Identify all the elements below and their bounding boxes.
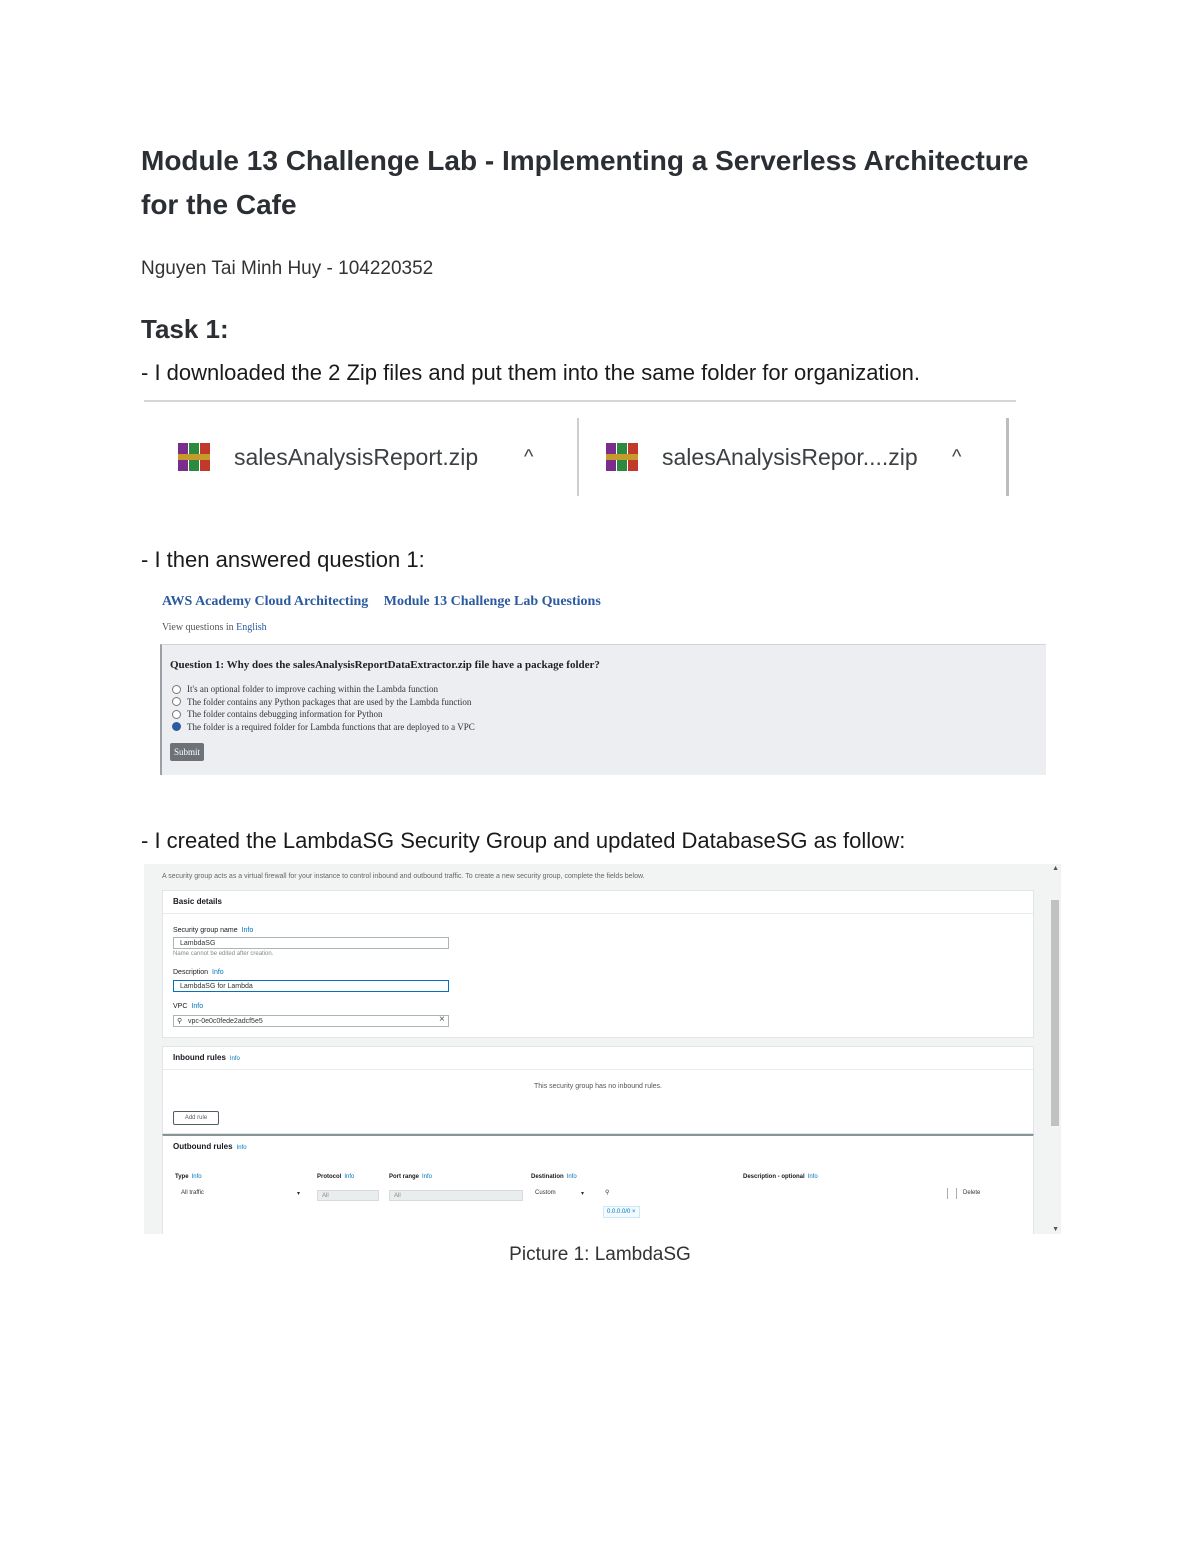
downloads-bar	[144, 400, 1016, 500]
description-input[interactable]: LambdaSG for Lambda	[173, 980, 449, 992]
field-label: Description Info	[173, 969, 224, 976]
divider	[577, 418, 579, 496]
breadcrumb	[162, 594, 601, 610]
chevron-down-icon[interactable]: ▾	[581, 1191, 585, 1197]
radio-button[interactable]	[172, 710, 181, 719]
security-group-name-input[interactable]: LambdaSG	[173, 937, 449, 949]
answer-option[interactable]	[172, 696, 475, 709]
search-icon: ⚲	[605, 1190, 610, 1196]
description-input[interactable]	[947, 1188, 957, 1199]
vpc-select[interactable]: ⚲ vpc-0e0c0fede2adcf5e5	[173, 1015, 449, 1027]
answer-label: The folder contains any Python packages that are used by the Lambda function	[187, 696, 472, 707]
outbound-rules-card	[162, 1134, 1034, 1234]
column-header-port-range: Port range Info	[389, 1174, 433, 1180]
divider	[1006, 418, 1009, 496]
radio-button-selected[interactable]	[172, 722, 181, 731]
inbound-rules-card	[162, 1046, 1034, 1134]
answer-label: It's an optional folder to improve caching within the Lambda function	[187, 684, 439, 694]
basic-details-card	[162, 890, 1034, 1038]
field-label: Security group name Info	[173, 927, 254, 934]
submit-button[interactable]: Submit	[170, 743, 204, 761]
chevron-down-icon[interactable]: ▾	[297, 1191, 301, 1197]
radio-button[interactable]	[172, 697, 181, 706]
column-header-protocol: Protocol Info	[317, 1174, 355, 1180]
search-icon: ⚲	[177, 1018, 183, 1025]
figure-caption: Picture 1: LambdaSG	[509, 1244, 691, 1265]
language-selector	[162, 622, 267, 633]
download-filename: salesAnalysisRepor....zip	[662, 443, 918, 470]
breadcrumb-course-link[interactable]: AWS Academy Cloud Architecting	[162, 594, 369, 609]
scrollbar-thumb[interactable]	[1051, 900, 1059, 1126]
language-link[interactable]: English	[236, 622, 267, 633]
protocol-field: All	[317, 1190, 379, 1201]
answer-options	[172, 683, 475, 733]
info-link[interactable]: Info	[191, 1003, 204, 1010]
step-answer-question: - I then answered question 1:	[141, 547, 425, 572]
card-heading: Outbound rules Info	[173, 1142, 247, 1151]
language-prefix: View questions in	[162, 622, 234, 633]
answer-option[interactable]	[172, 683, 475, 696]
info-link[interactable]: Info	[212, 969, 224, 976]
task-heading: Task 1:	[141, 314, 229, 344]
page-description: A security group acts as a virtual firewall for your instance to control inbound and outbound traffic. To create a new security group, complete the fields below.	[162, 873, 645, 880]
type-select[interactable]: All traffic	[181, 1190, 204, 1196]
cidr-chip[interactable]: 0.0.0.0/0 ×	[603, 1206, 640, 1218]
info-link[interactable]: Info	[241, 927, 254, 934]
scrollbar[interactable]	[1049, 864, 1061, 1234]
answer-label: The folder contains debugging information for Python	[187, 709, 383, 719]
answer-label: The folder is a required folder for Lambda functions that are deployed to a VPC	[187, 721, 475, 732]
port-range-field: All	[389, 1190, 523, 1201]
info-link[interactable]: Info	[236, 1145, 247, 1151]
card-heading: Inbound rules Info	[163, 1047, 1033, 1070]
answer-option[interactable]	[172, 721, 475, 734]
download-item[interactable]	[178, 418, 578, 496]
step-create-security-group: - I created the LambdaSG Security Group and updated DatabaseSG as follow:	[141, 828, 906, 853]
column-header-type: Type Info	[175, 1174, 202, 1180]
author-line: Nguyen Tai Minh Huy - 104220352	[141, 258, 434, 279]
answer-option[interactable]	[172, 708, 475, 721]
chevron-up-icon[interactable]: ^	[524, 445, 534, 468]
winrar-archive-icon	[178, 443, 210, 471]
document-title: Module 13 Challenge Lab - Implementing a Serverless Architecture for the Cafe	[141, 145, 1029, 220]
field-label: VPC Info	[173, 1003, 204, 1010]
delete-button[interactable]: Delete	[963, 1190, 981, 1196]
close-icon[interactable]: ×	[632, 1209, 636, 1215]
card-heading: Basic details	[163, 891, 1033, 914]
step-download-zips: - I downloaded the 2 Zip files and put them into the same folder for organization.	[141, 360, 921, 385]
destination-select[interactable]: Custom	[535, 1190, 556, 1196]
console-screenshot	[144, 864, 1061, 1234]
winrar-archive-icon	[606, 443, 638, 471]
add-rule-button[interactable]: Add rule	[173, 1111, 219, 1125]
column-header-destination: Destination Info	[531, 1174, 577, 1180]
radio-button[interactable]	[172, 685, 181, 694]
column-header-description: Description - optional Info	[743, 1174, 818, 1180]
question-text: Question 1: Why does the salesAnalysisReportDataExtractor.zip file have a package folder?	[170, 659, 600, 671]
chevron-up-icon[interactable]: ^	[952, 445, 962, 468]
quiz-screenshot	[160, 590, 1045, 780]
download-item[interactable]	[606, 418, 1006, 496]
field-hint: Name cannot be edited after creation.	[173, 951, 274, 957]
clear-icon[interactable]: ×	[439, 1014, 445, 1025]
empty-rules-message: This security group has no inbound rules.	[533, 1083, 663, 1090]
download-filename: salesAnalysisReport.zip	[234, 443, 479, 470]
breadcrumb-lab-link[interactable]: Module 13 Challenge Lab Questions	[383, 594, 601, 609]
scroll-up-icon[interactable]: ▲	[1052, 865, 1059, 872]
question-panel	[160, 644, 1046, 775]
info-link[interactable]: Info	[229, 1056, 240, 1062]
scroll-down-icon[interactable]: ▼	[1052, 1226, 1059, 1233]
